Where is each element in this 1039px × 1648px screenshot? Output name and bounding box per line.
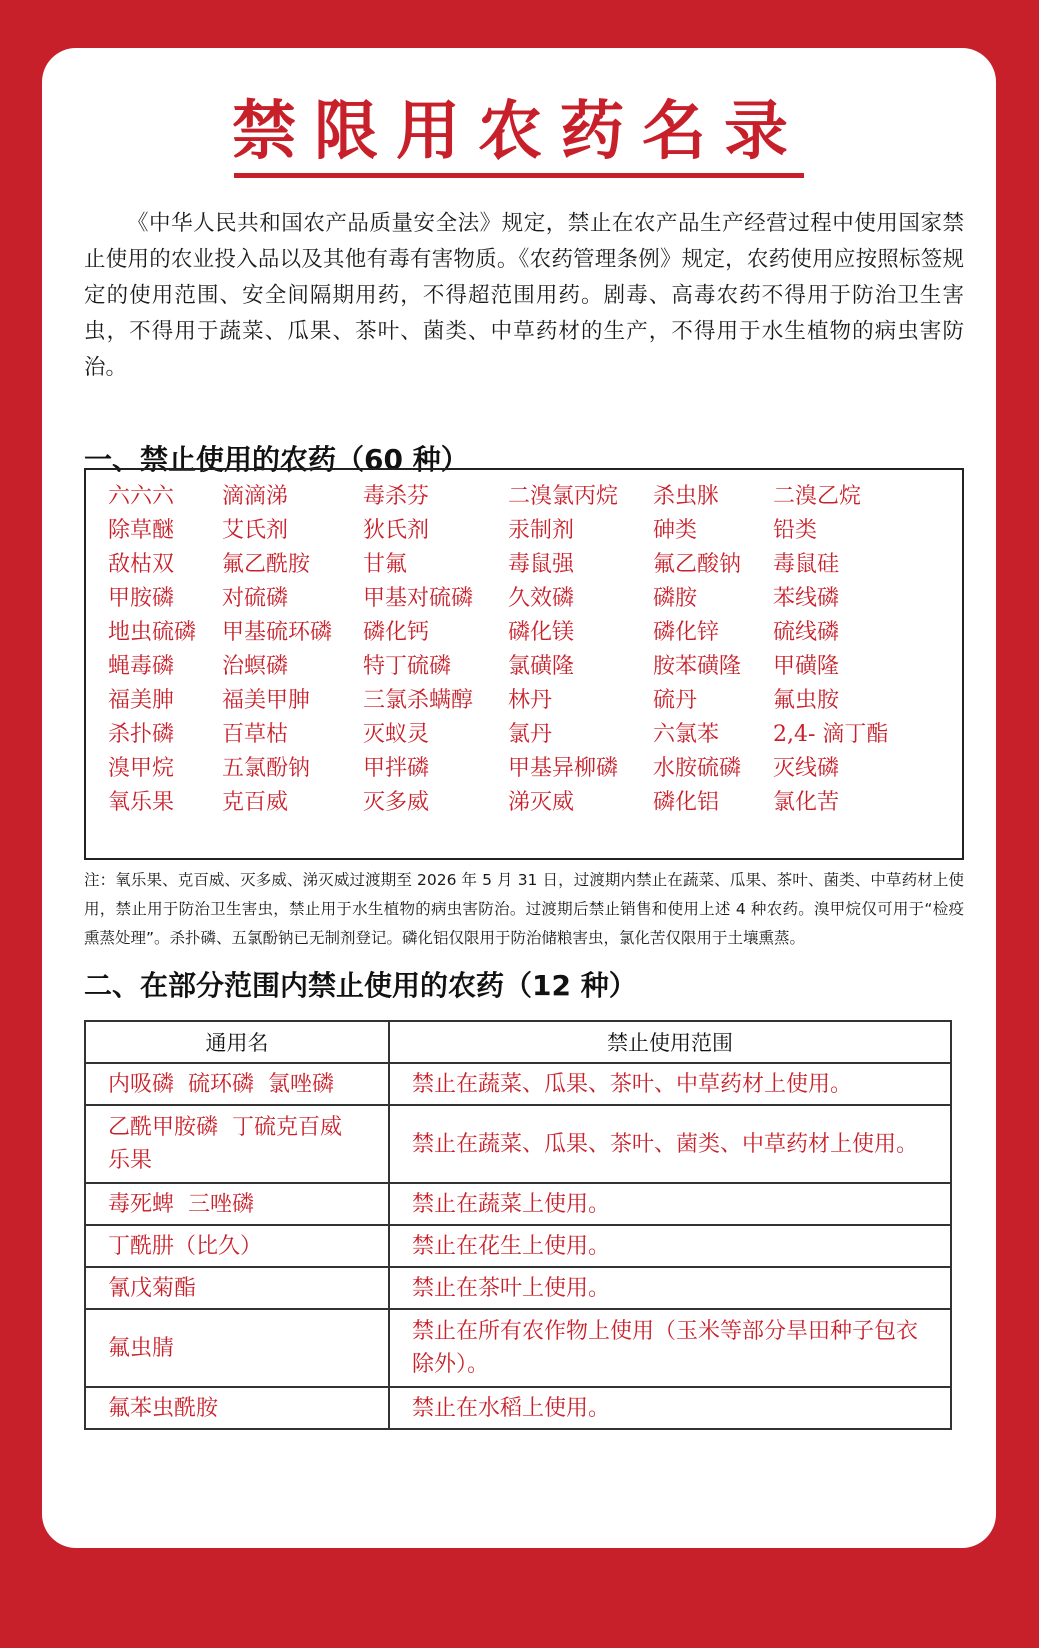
header-common-name: 通用名 — [85, 1021, 389, 1063]
banned-pesticide-item: 敌枯双 — [108, 552, 175, 577]
banned-pesticide-box — [84, 468, 964, 860]
banned-pesticide-item: 氟乙酰胺 — [222, 552, 311, 577]
banned-pesticide-item: 磷化铝 — [653, 790, 720, 815]
banned-pesticide-item: 杀虫脒 — [653, 484, 720, 509]
banned-pesticide-item: 克百威 — [222, 790, 289, 815]
banned-pesticide-item: 甘氟 — [363, 552, 408, 577]
banned-pesticide-item: 二溴氯丙烷 — [508, 484, 619, 509]
prohibited-scope-cell: 禁止在水稻上使用。 — [389, 1387, 951, 1429]
prohibited-scope-cell: 禁止在所有农作物上使用（玉米等部分旱田种子包衣除外）。 — [389, 1309, 951, 1387]
banned-pesticide-item: 杀扑磷 — [108, 722, 175, 747]
banned-pesticide-item: 狄氏剂 — [363, 518, 430, 543]
table-row — [85, 1105, 951, 1183]
banned-pesticide-item: 百草枯 — [222, 722, 289, 747]
banned-pesticide-item: 甲基对硫磷 — [363, 586, 474, 611]
prohibited-scope-cell: 禁止在蔬菜上使用。 — [389, 1183, 951, 1225]
banned-pesticide-item: 毒鼠硅 — [773, 552, 840, 577]
footer-year: 二〇二五年制 — [673, 1495, 842, 1525]
table-row — [85, 1309, 951, 1387]
table-row — [85, 1267, 951, 1309]
common-name-cell: 氰戊菊酯 — [85, 1267, 389, 1309]
banned-pesticide-item: 硫线磷 — [773, 620, 840, 645]
banned-pesticide-item: 铅类 — [773, 518, 818, 543]
common-name-cell: 内吸磷 硫环磷 氯唑磷 — [85, 1063, 389, 1105]
banned-pesticide-item: 地虫硫磷 — [108, 620, 197, 645]
banned-pesticide-item: 氟虫胺 — [773, 688, 840, 713]
banned-pesticide-item: 福美胂 — [108, 688, 175, 713]
banned-pesticide-item: 毒鼠强 — [508, 552, 575, 577]
banned-pesticide-item: 甲基硫环磷 — [222, 620, 333, 645]
common-name-cell: 丁酰肼（比久） — [85, 1225, 389, 1267]
banned-pesticide-item: 甲磺隆 — [773, 654, 840, 679]
intro-paragraph: 《中华人民共和国农产品质量安全法》规定，禁止在农产品生产经营过程中使用国家禁止使用的农业投入品以及其他有毒有害物质。《农药管理条例》规定，农药使用应按照标签规定的使用范围、安全间隔期用药，不得超范围用药。剧毒、高毒农药不得用于防治卫生害虫，不得用于蔬菜、瓜果、茶叶、菌类、中草药材的生产，不得用于水生植物的病虫害防治。 — [84, 211, 964, 380]
table-row — [85, 1183, 951, 1225]
banned-pesticide-item: 胺苯磺隆 — [653, 654, 742, 679]
banned-pesticide-item: 砷类 — [653, 518, 698, 543]
banned-pesticide-grid — [108, 480, 952, 848]
banned-pesticide-item: 氯磺隆 — [508, 654, 575, 679]
restricted-table-body — [85, 1063, 951, 1429]
banned-pesticide-item: 磷化钙 — [363, 620, 430, 645]
banned-pesticide-item: 溴甲烷 — [108, 756, 175, 781]
banned-pesticide-item: 林丹 — [508, 688, 553, 713]
banned-pesticide-item: 除草醚 — [108, 518, 175, 543]
prohibited-scope-cell: 禁止在花生上使用。 — [389, 1225, 951, 1267]
banned-pesticide-item: 氟乙酸钠 — [653, 552, 742, 577]
banned-pesticide-item: 氯丹 — [508, 722, 553, 747]
section1-note: 注：氧乐果、克百威、灭多威、涕灭威过渡期至 2026 年 5 月 31 日，过渡期内禁止在蔬菜、瓜果、茶叶、菌类、中草药材上使用，禁止用于防治卫生害虫，禁止用于水生植物的病虫害防治。过渡期后禁止销售和使用上述 4 种农药。溴甲烷仅可用于“检疫熏蒸处理”。杀扑磷、五氯酚钠已无制剂登记。磷化铝仅限用于防治储粮害虫，氯化苦仅限用于土壤熏蒸。 — [84, 871, 964, 947]
banned-pesticide-item: 涕灭威 — [508, 790, 575, 815]
page-title: 禁限用农药名录 — [232, 95, 806, 169]
banned-pesticide-item: 灭多威 — [363, 790, 430, 815]
banned-pesticide-item: 甲胺磷 — [108, 586, 175, 611]
banned-pesticide-item: 硫丹 — [653, 688, 698, 713]
banned-pesticide-item: 磷化锌 — [653, 620, 720, 645]
prohibited-scope-cell: 禁止在蔬菜、瓜果、茶叶、菌类、中草药材上使用。 — [389, 1105, 951, 1183]
banned-pesticide-item: 久效磷 — [508, 586, 575, 611]
table-header-row — [85, 1021, 951, 1063]
banned-pesticide-item: 五氯酚钠 — [222, 756, 311, 781]
banned-pesticide-item: 甲基异柳磷 — [508, 756, 619, 781]
banned-pesticide-item: 六氯苯 — [653, 722, 720, 747]
table-row — [85, 1387, 951, 1429]
banned-pesticide-item: 汞制剂 — [508, 518, 575, 543]
banned-pesticide-item: 福美甲胂 — [222, 688, 311, 713]
header-prohibited-scope: 禁止使用范围 — [389, 1021, 951, 1063]
title-underline — [234, 173, 804, 178]
banned-pesticide-item: 磷胺 — [653, 586, 698, 611]
banned-pesticide-item: 灭蚁灵 — [363, 722, 430, 747]
banned-pesticide-item: 磷化镁 — [508, 620, 575, 645]
banned-pesticide-item: 毒杀芬 — [363, 484, 430, 509]
banned-pesticide-item: 特丁硫磷 — [363, 654, 452, 679]
banned-pesticide-item: 三氯杀螨醇 — [363, 688, 474, 713]
banned-pesticide-item: 苯线磷 — [773, 586, 840, 611]
banned-pesticide-item: 艾氏剂 — [222, 518, 289, 543]
banned-pesticide-item: 2,4- 滴丁酯 — [773, 722, 889, 747]
table-row — [85, 1225, 951, 1267]
footer — [0, 1490, 1039, 1530]
document-card — [42, 48, 996, 1548]
banned-pesticide-item: 甲拌磷 — [363, 756, 430, 781]
common-name-cell: 乙酰甲胺磷 丁硫克百威 乐果 — [85, 1105, 389, 1183]
banned-pesticide-item: 滴滴涕 — [222, 484, 289, 509]
prohibited-scope-cell: 禁止在蔬菜、瓜果、茶叶、中草药材上使用。 — [389, 1063, 951, 1105]
common-name-cell: 氟虫腈 — [85, 1309, 389, 1387]
banned-pesticide-item: 对硫磷 — [222, 586, 289, 611]
restricted-pesticide-table — [84, 1020, 952, 1430]
section1-title: 一、禁止使用的农药（60 种） — [84, 443, 469, 476]
prohibited-scope-cell: 禁止在茶叶上使用。 — [389, 1267, 951, 1309]
banned-pesticide-item: 六六六 — [108, 484, 175, 509]
banned-pesticide-item: 氧乐果 — [108, 790, 175, 815]
banned-pesticide-item: 二溴乙烷 — [773, 484, 862, 509]
section2-title: 二、在部分范围内禁止使用的农药（12 种） — [84, 969, 637, 1002]
banned-pesticide-item: 氯化苦 — [773, 790, 840, 815]
banned-pesticide-item: 水胺硫磷 — [653, 756, 742, 781]
banned-pesticide-item: 灭线磷 — [773, 756, 840, 781]
table-row — [85, 1063, 951, 1105]
common-name-cell: 毒死蜱 三唑磷 — [85, 1183, 389, 1225]
common-name-cell: 氟苯虫酰胺 — [85, 1387, 389, 1429]
footer-org: 农业农村部农产品质量安全监管司 — [197, 1495, 618, 1525]
banned-pesticide-item: 治螟磷 — [222, 654, 289, 679]
banned-pesticide-item: 蝇毒磷 — [108, 654, 175, 679]
